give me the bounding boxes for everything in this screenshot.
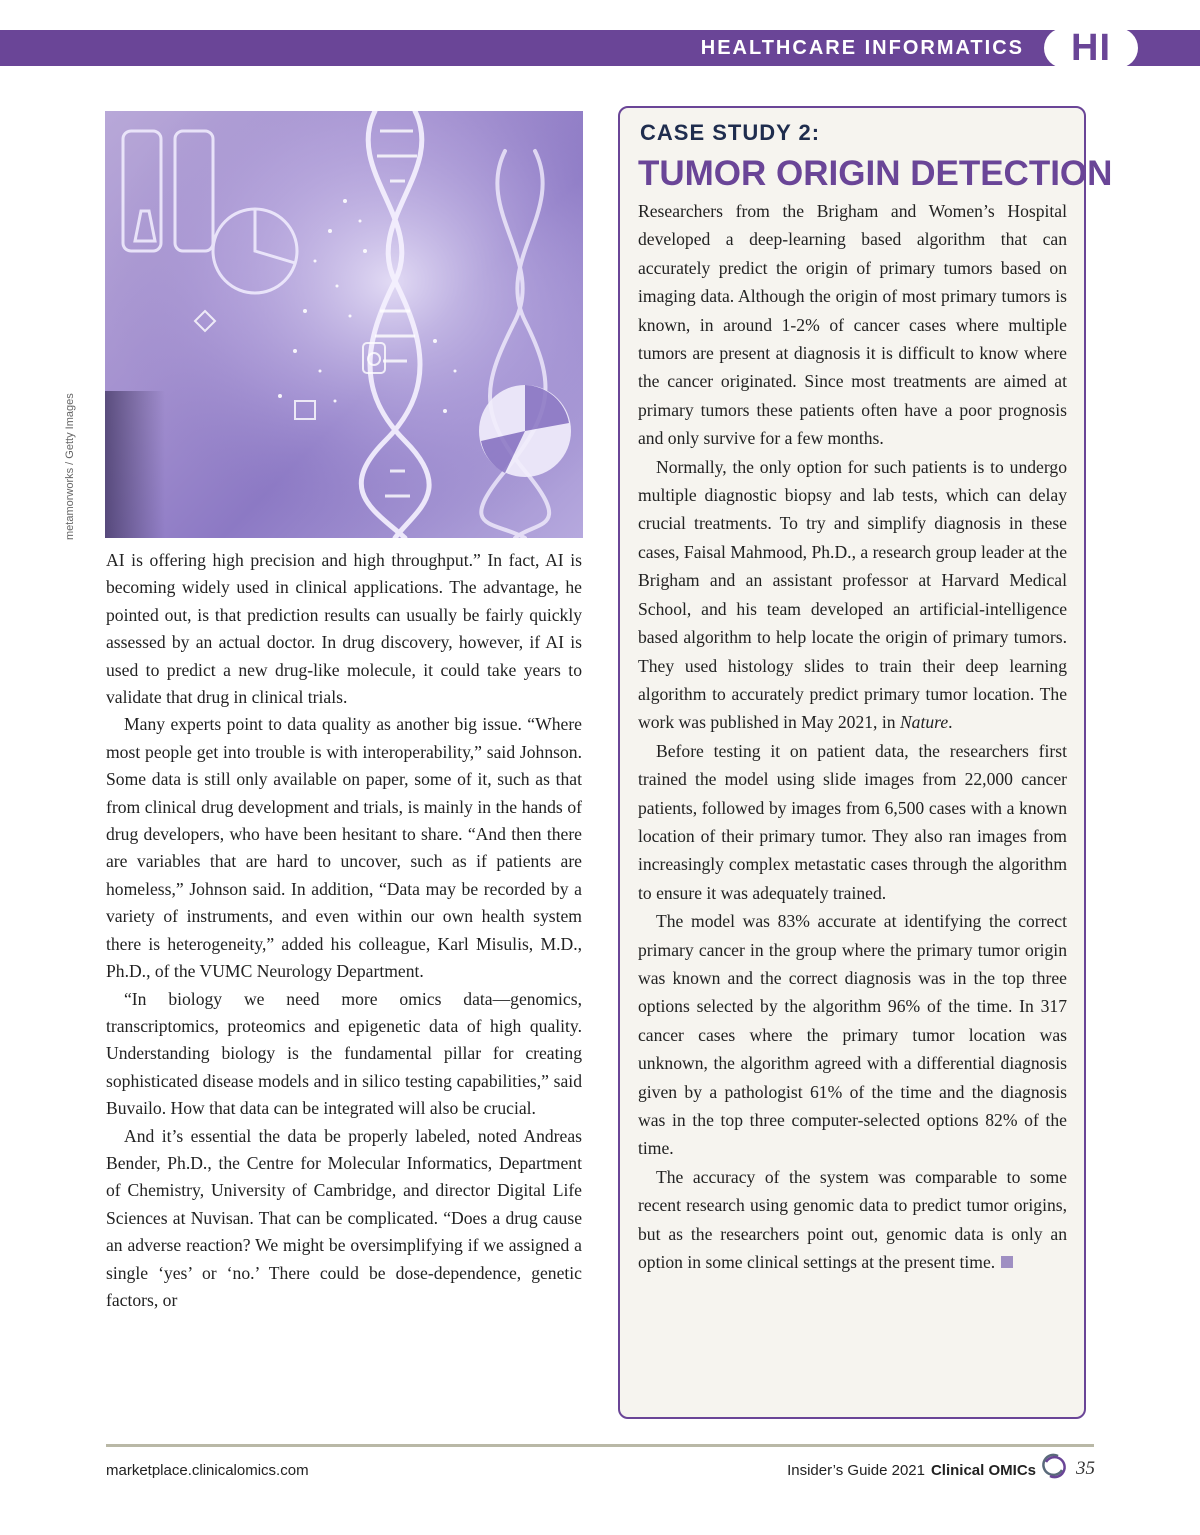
- body-paragraph: AI is offering high precision and high throughput.” In fact, AI is becoming widely used in clinical applications. The advantage, he pointed out, is that prediction results can usually be fairly quickly assessed by an actual doctor. In drug discovery, however, if AI is used to predict a new drug-like molecule, it could take years to validate that drug in clinical trials.: [106, 550, 582, 708]
- body-paragraph: And it’s essential the data be properly labeled, noted Andreas Bender, Ph.D., the Centre for Molecular Informatics, Department of Chemistry, University of Cambridge, and director Digital Life Sciences at Nuvisan. That can be complicated. “Does a drug cause an adverse reaction? We might be oversimplifying if we assigned a single ‘yes’ or ‘no.’ There could be dose-dependence, genetic factors, or: [106, 1125, 582, 1310]
- footer-publication: [787, 1462, 1036, 1479]
- paragraph-end: .: [948, 712, 953, 733]
- case-study-paragraph: [638, 453, 1067, 737]
- article-body-left: [106, 547, 582, 1427]
- case-study-body: [638, 197, 1067, 1276]
- end-of-article-icon: [1001, 1256, 1013, 1268]
- case-study-paragraph: Before testing it on patient data, the researchers first trained the model using slide images from 22,000 cancer patients, followed by images from 6,500 cases with a known location of their primary tumor. They also ran images from increasingly complex metastatic cases through the algorithm to ensure it was adequately trained.: [638, 740, 1067, 903]
- paragraph-text: The accuracy of the system was comparable to some recent research using genomic data to predict tumor origins, but as the researchers point out, genomic data is only an option in some clinical settings at the present time.: [638, 1166, 1067, 1273]
- clinical-omics-logo-icon: [1040, 1452, 1068, 1480]
- case-study-paragraph: Researchers from the Brigham and Women’s Hospital developed a deep-learning based algorithm that can accurately predict the origin of primary tumors based on imaging data. Although the origin of most primary tumors is known, in around 1-2% of cancer cases where multiple tumors are present at diagnosis it is difficult to know where the cancer originated. Since most treatments are aimed at primary tumors these patients often have a poor prognosis and only survive for a few months.: [638, 201, 1067, 449]
- footer-guide: Insider’s Guide 2021: [787, 1462, 925, 1479]
- section-label: HEALTHCARE INFORMATICS: [700, 37, 1024, 59]
- article-photo: [105, 111, 583, 538]
- dna-illustration-image: [105, 111, 583, 538]
- section-badge: HI: [1071, 27, 1111, 69]
- paragraph-text: Normally, the only option for such patients is to undergo multiple diagnostic biopsy and lab tests, which can delay crucial treatments. To try and simplify diagnosis in these cases, Faisal Mahmood, Ph.D., a research group leader at the Brigham and an assistant professor at Harvard Medical School, and his team developed an artificial-intelligence based algorithm to help locate the origin of primary tumors. They used histology slides to train their deep learning algorithm to accurately predict primary tumor location. The work was published in May 2021, in: [638, 456, 1067, 733]
- footer-brand: Clinical OMICs: [930, 1462, 1036, 1479]
- case-study-paragraph: The model was 83% accurate at identifying the correct primary cancer in the group where the primary tumor origin was known and the correct diagnosis was in the top three options selected by the algorithm 96% of the time. In 317 cancer cases where the primary tumor location was unknown, the algorithm agreed with a differential diagnosis given by a pathologist 61% of the time and the diagnosis was in the top three computer-selected options 82% of the time.: [638, 911, 1067, 1159]
- footer-url: marketplace.clinicalomics.com: [106, 1462, 309, 1479]
- body-paragraph: Many experts point to data quality as another big issue. “Where most people get into trouble is with interoperability,” said Johnson. Some data is still only available on paper, some of it, such as that from clinical drug development and trials, is mainly in the hands of drug developers, who have been hesitant to share. “And then there are variables that are hard to uncover, such as if patients are homeless,” Johnson said. In addition, “Data may be recorded by a variety of instruments, and even within our own health system there is heterogeneity,” added his colleague, Karl Misulis, M.D., Ph.D., of the VUMC Neurology Department.: [106, 714, 582, 982]
- case-study-kicker: CASE STUDY 2:: [640, 120, 821, 145]
- body-paragraph: “In biology we need more omics data—genomics, transcriptomics, proteomics and epigenetic data of high quality. Understanding biology is the fundamental pillar for creating sophisticated disease models and in silico testing capabilities,” said Buvailo. How that data can be integrated will also be crucial.: [106, 988, 582, 1119]
- footer-rule: [106, 1444, 1094, 1447]
- case-study-title: TUMOR ORIGIN DETECTION: [638, 154, 1113, 193]
- page-number: 35: [1076, 1458, 1095, 1479]
- case-study-paragraph: [638, 1163, 1067, 1277]
- journal-name: Nature: [899, 712, 949, 733]
- photo-credit: metamorworks / Getty Images: [64, 393, 76, 540]
